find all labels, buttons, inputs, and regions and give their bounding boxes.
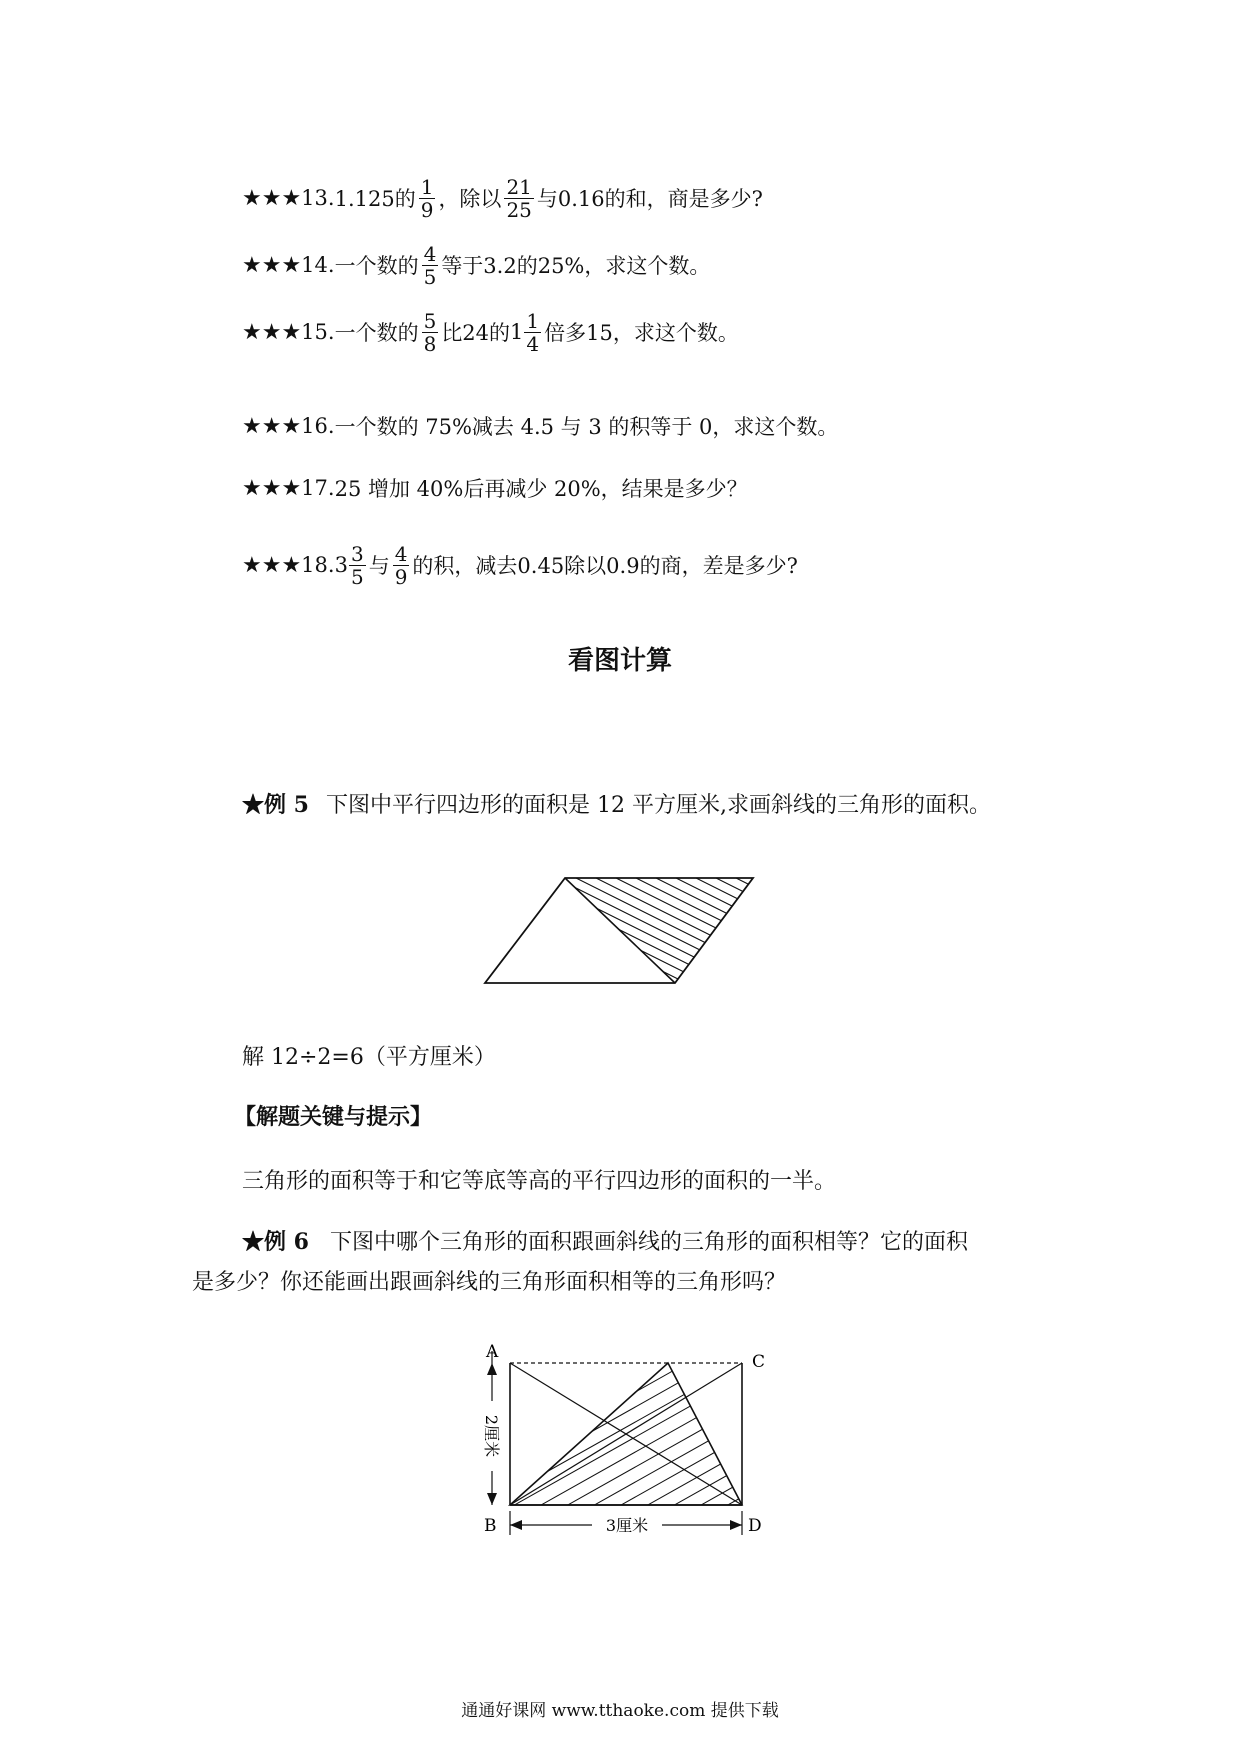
problem-number: 17. (301, 476, 335, 500)
difficulty-stars: ★★★ (242, 413, 302, 439)
height-label: 2厘米 (482, 1414, 501, 1458)
problem-text: 1.125的 (334, 187, 416, 211)
fraction: $\frac{5}{8}$ (423, 308, 437, 356)
problem-text: 一个数的 75%减去 4.5 与 3 的积等于 0，求这个数。 (334, 415, 839, 439)
problem-number: 18. (301, 553, 335, 577)
problem-text: 与 (368, 554, 390, 578)
difficulty-stars: ★★★ (242, 552, 302, 578)
example-text-line-1: 下图中哪个三角形的面积跟画斜线的三角形的面积相等？它的面积 (329, 1230, 968, 1255)
problem-17 (242, 458, 748, 518)
problem-text: 与0.16的和，商是多少? (536, 187, 763, 211)
example-text: 下图中平行四边形的面积是 12 平方厘米,求画斜线的三角形的面积。 (325, 793, 991, 818)
problem-text: 的积，减去0.45除以0.9的商，差是多少? (412, 554, 798, 578)
difficulty-stars: ★★★ (242, 252, 302, 278)
difficulty-stars: ★★★ (242, 319, 302, 345)
problem-text: 比24的 (441, 321, 511, 345)
fraction: $\frac{4}{5}$ (423, 241, 437, 289)
vertex-label-a: A (486, 1342, 499, 1362)
hint-text: 三角形的面积等于和它等底等高的平行四边形的面积的一半。 (242, 1169, 837, 1194)
problem-18 (242, 535, 798, 595)
difficulty-stars: ★★★ (242, 185, 302, 211)
hint-title: 【解题关键与提示】 (234, 1104, 433, 1130)
problem-number: 13. (301, 186, 335, 210)
problem-text: 25 增加 40%后再减少 20%，结果是多少？ (334, 477, 748, 501)
vertex-label-d: D (748, 1516, 762, 1536)
problem-15 (242, 302, 739, 362)
problem-14 (242, 235, 710, 295)
vertex-label-b: B (484, 1516, 497, 1536)
example-label: ★例 5 (242, 792, 309, 818)
problem-text: 倍多15，求这个数。 (544, 321, 739, 345)
vertex-label-c: C (752, 1352, 766, 1372)
problem-text: 等于3.2的25%，求这个数。 (441, 254, 711, 278)
problem-number: 16. (301, 414, 335, 438)
fraction: $\frac{4}{9}$ (394, 541, 408, 589)
parallelogram-figure (480, 870, 770, 1000)
example-5-solution: 解 12÷2=6（平方厘米） (242, 1045, 496, 1070)
mixed-number: 3 $\frac{3}{5}$ (334, 541, 364, 589)
problem-number: 14. (301, 253, 335, 277)
problem-text: ，除以 (438, 187, 502, 211)
fraction: $\frac{21}{25}$ (506, 174, 532, 222)
example-text-line-2: 是多少？你还能画出跟画斜线的三角形面积相等的三角形吗？ (192, 1270, 787, 1295)
difficulty-stars: ★★★ (242, 475, 302, 501)
section-title: 看图计算 (567, 646, 672, 676)
problem-text: 一个数的 (334, 321, 419, 345)
problem-number: 15. (301, 320, 335, 344)
problem-13 (242, 168, 763, 228)
page-footer: 通通好课网 www.tthaoke.com 提供下载 (461, 1701, 779, 1721)
problem-16 (242, 396, 838, 456)
width-label: 3厘米 (605, 1516, 649, 1535)
fraction: $\frac{1}{9}$ (420, 174, 434, 222)
example-label: ★例 6 (242, 1229, 309, 1255)
rectangle-figure (470, 1335, 790, 1565)
mixed-number: 1 $\frac{1}{4}$ (510, 308, 540, 356)
example-6-statement (192, 1222, 1072, 1303)
problem-text: 一个数的 (334, 254, 419, 278)
example-5-statement (242, 788, 991, 819)
